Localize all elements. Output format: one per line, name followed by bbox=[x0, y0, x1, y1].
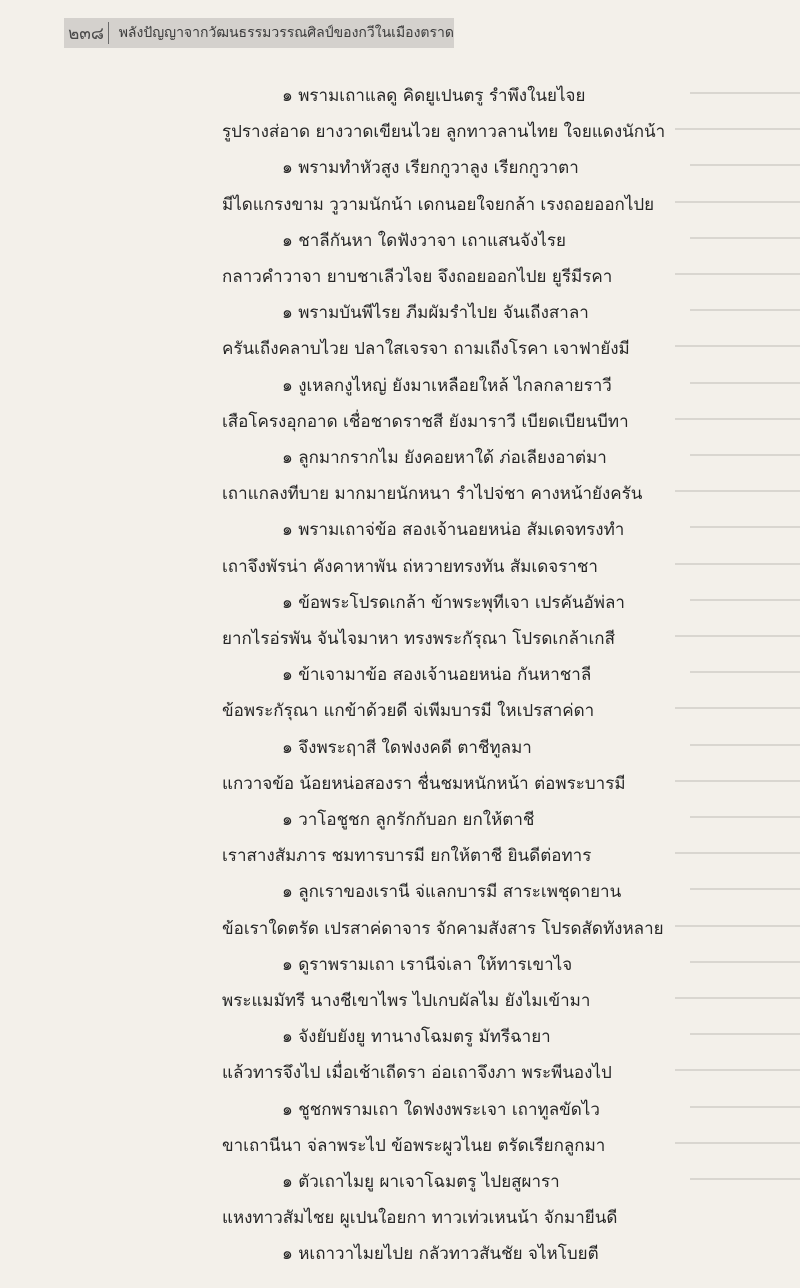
verse-line-second: ข้อเราใดตรัด เปรสาค่ดาจาร จักคามสังสาร โปรดสัดทังหลาย bbox=[222, 918, 664, 939]
verse-line-second: แล้วทารจึงไป เมื่อเช้าเถีดรา อ่อเถาจึงภา พระพีนองไป bbox=[222, 1063, 612, 1084]
bleed-mark bbox=[690, 961, 800, 963]
bleed-mark bbox=[675, 997, 800, 999]
verse-line-first: ๑ งูเหลกงูไหญ่ ยังมาเหลือยใหล้ ไกลกลายราวี bbox=[282, 375, 612, 396]
bleed-mark bbox=[690, 671, 800, 673]
bleed-mark bbox=[690, 237, 800, 239]
verse-line-first: ๑ หเถาวาไมยไปย กลัวทาวสันชัย จไหโบยตี bbox=[282, 1244, 599, 1265]
verse-line-first: ๑ วาโอชูชก ลูกรักกับอก ยกให้ตาชี bbox=[282, 810, 535, 830]
bleed-mark bbox=[690, 816, 800, 818]
verse-line-second: ครันเถีงคลาบไวย ปลาใสเจรจา ถามเถีงโรคา เจาฟายังมี bbox=[222, 339, 630, 360]
verse-line-second: แกวาจข้อ น้อยหน่อสองรา ชื่นชมหนักหน้า ต่อพระบารมี bbox=[222, 773, 626, 794]
verse-line-first: ๑ พรามบันพีไรย ภีมผัมรำไปย จันเถีงสาลา bbox=[282, 303, 589, 324]
bleed-mark bbox=[675, 1069, 800, 1071]
verse-line-first: ๑ ชาลีกันหา ใดฟังวาจา เถาแสนจังไรย bbox=[282, 230, 566, 251]
bleed-mark bbox=[690, 888, 800, 890]
bleed-mark bbox=[675, 490, 800, 492]
verse-line-first: ๑ ดูราพรามเถา เรานีจ่เลา ให้ทารเขาไจ bbox=[282, 954, 573, 975]
verse-line-first: ๑ พรามเถาจ่ข้อ สองเจ้านอยหน่อ สัมเดจทรงทำ bbox=[282, 520, 625, 541]
bleed-mark bbox=[690, 744, 800, 746]
bleed-mark bbox=[675, 418, 800, 420]
verse-line-second: พระแมมัทรี นางชีเขาไพร ไปเกบผัลไม ยังไมเข้ามา bbox=[222, 991, 591, 1011]
verse-line-first: ๑ ข้อพระโปรดเกล้า ข้าพระพุทีเจา เปรคันอัพ่ลา bbox=[282, 592, 625, 613]
page-number: ๒๓๘ bbox=[68, 23, 105, 44]
bleed-mark bbox=[690, 1033, 800, 1035]
verse-line-first: ๑ พรามเถาแลดู คิดยูเปนตรู รำพึงในยไจย bbox=[282, 86, 586, 106]
bleed-mark bbox=[675, 201, 800, 203]
running-title: พลังปัญญาจากวัฒนธรรมวรรณศิลป์ของกวีในเมืองตราด bbox=[118, 25, 454, 41]
bleed-mark bbox=[690, 92, 800, 94]
verse-line-second: แหงทาวสัมไชย ผูเปนใอยกา ทาวเท่วเหนน้า จักมายีนดี bbox=[222, 1208, 618, 1229]
verse-line-first: ๑ ตัวเถาไมยู ผาเจาโฉมตรู ไปยสูผารา bbox=[282, 1172, 560, 1192]
bleed-mark bbox=[675, 563, 800, 565]
verse-line-second: ขาเถานีนา จ่ลาพระไป ข้อพระผูวไนย ตรัดเรียกลูกมา bbox=[222, 1135, 606, 1156]
verse-line-first: ๑ ลูกเราของเรานี จ่แลกบารมี สาระเพชุดายาน bbox=[282, 882, 622, 903]
bleed-mark bbox=[690, 382, 800, 384]
bleed-mark bbox=[690, 599, 800, 601]
running-header bbox=[64, 18, 454, 48]
verse-line-first: ๑ ข้าเจามาข้อ สองเจ้านอยหน่อ กันหาชาลี bbox=[282, 665, 592, 686]
bleed-mark bbox=[690, 1106, 800, 1108]
bleed-mark bbox=[690, 164, 800, 166]
bleed-mark bbox=[675, 780, 800, 782]
bleed-mark bbox=[690, 1178, 800, 1180]
verse-line-second: เราสางสัมภาร ชมทารบารมี ยกให้ตาชี ยินดีต่อทาร bbox=[222, 846, 592, 867]
verse-line-first: ๑ ชูชกพรามเถา ใดฟงงพระเจา เถาทูลขัดไว bbox=[282, 1099, 600, 1120]
verse-line-first: ๑ ลูกมากรากไม ยังคอยหาใด้ ภ่อเลียงอาต่มา bbox=[282, 448, 607, 468]
verse-line-first: ๑ จึงพระฤาสี ใดฟงงคดี ตาชีทูลมา bbox=[282, 737, 532, 758]
bleed-mark bbox=[690, 454, 800, 456]
verse-line-second: รูปรางส่อาด ยางวาดเขียนไวย ลูกทาวลานไทย ใจยแดงนักน้า bbox=[222, 122, 666, 143]
bleed-mark bbox=[675, 1142, 800, 1144]
verse-line-second: ข้อพระกัรุณา แกข้าด้วยดี จ่เพีมบารมี ใหเปรสาค่ดา bbox=[222, 701, 595, 722]
bleed-mark bbox=[675, 707, 800, 709]
verse-line-second: เสือโครงอุกอาด เชื่อชาดราชสี ยังมาราวี เบียดเบียนบีทา bbox=[222, 411, 629, 432]
bleed-mark bbox=[675, 635, 800, 637]
verse-line-second: มีไดแกรงขาม วูวามนักน้า เดกนอยใจยกล้า เรงถอยออกไปย bbox=[222, 194, 655, 215]
verse-line-second: เถาจึงพัรน่า คังคาหาพัน ถ่หวายทรงทัน สัมเดจราชา bbox=[222, 556, 598, 577]
bleed-mark bbox=[675, 128, 800, 130]
bleed-mark bbox=[675, 852, 800, 854]
bleed-mark bbox=[675, 925, 800, 927]
bleed-mark bbox=[690, 526, 800, 528]
bleed-through-text bbox=[670, 84, 800, 1204]
bleed-mark bbox=[690, 309, 800, 311]
verse-line-second: เถาแกลงทีบาย มากมายนักหนา รำไปจ่ชา คางหน้ายังครัน bbox=[222, 484, 643, 505]
bleed-mark bbox=[675, 273, 800, 275]
verse-line-second: ยากไรอ่รพัน จันไจมาหา ทรงพระกัรุณา โปรดเกล้าเกสี bbox=[222, 629, 615, 649]
verse-line-first: ๑ พรามทำหัวสูง เรียกกูวาลูง เรียกกูวาตา bbox=[282, 158, 579, 179]
bleed-mark bbox=[675, 345, 800, 347]
verse-line-second: กลาวคำวาจา ยาบชาเลีวไจย จึงถอยออกไปย ยูรีมีรคา bbox=[222, 267, 613, 287]
verse-line-first: ๑ จังยับยังยู ทานางโฉมตรู มัทรีฉายา bbox=[282, 1027, 551, 1048]
